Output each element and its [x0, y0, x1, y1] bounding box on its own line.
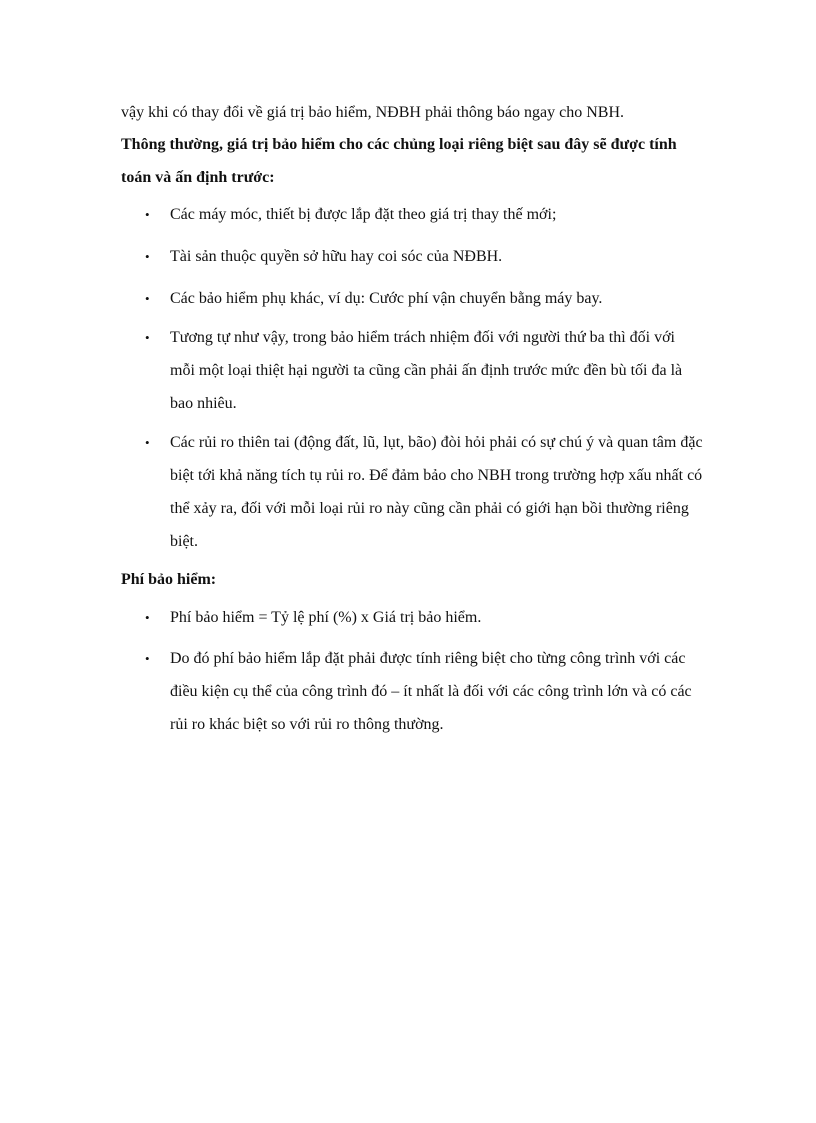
list-1-item-3: Các bảo hiểm phụ khác, ví dụ: Cước phí vận chuyển bằng máy bay. [170, 290, 603, 307]
list-2-item-1: Phí bảo hiểm = Tỷ lệ phí (%) x Giá trị bảo hiểm. [170, 609, 482, 626]
section-heading-2: Phí bảo hiểm: [121, 571, 217, 588]
list-1-item-2: Tài sản thuộc quyền sở hữu hay coi sóc của NĐBH. [170, 248, 503, 265]
bullet-icon: • [145, 651, 150, 666]
list-2-item-2: Do đó phí bảo hiểm lắp đặt phải được tính riêng biệt cho từng công trình với các điều kiện cụ thể của công trình đó – ít nhất là đối với các công trình lớn và có các rủi ro khác biệt so với rủi ro thông thường. [170, 650, 692, 733]
list-1-item-1: Các máy móc, thiết bị được lắp đặt theo giá trị thay thế mới; [170, 206, 557, 223]
list-1-item-5: Các rủi ro thiên tai (động đất, lũ, lụt, bão) đòi hỏi phải có sự chú ý và quan tâm đặc biệt tới khả năng tích tụ rủi ro. Để đảm bảo cho NBH trong trường hợp xấu nhất có thể xảy ra, đối với mỗi loại rủi ro này cũng cần phải có giới hạn bồi thường riêng biệt. [170, 434, 703, 550]
section-heading-1: Thông thường, giá trị bảo hiểm cho các chủng loại riêng biệt sau đây sẽ được tính toán và ấn định trước: [121, 136, 677, 186]
list-1-item-4: Tương tự như vậy, trong bảo hiểm trách nhiệm đối với người thứ ba thì đối với mỗi một loại thiệt hại người ta cũng cần phải ấn định trước mức đền bù tối đa là bao nhiêu. [170, 329, 683, 412]
bullet-icon: • [145, 610, 150, 625]
bullet-icon: • [145, 291, 150, 306]
bullet-icon: • [145, 249, 150, 264]
bullet-icon: • [145, 330, 150, 345]
intro-line: vậy khi có thay đổi về giá trị bảo hiểm, NĐBH phải thông báo ngay cho NBH. [121, 104, 625, 121]
bullet-icon: • [145, 435, 150, 450]
bullet-icon: • [145, 207, 150, 222]
